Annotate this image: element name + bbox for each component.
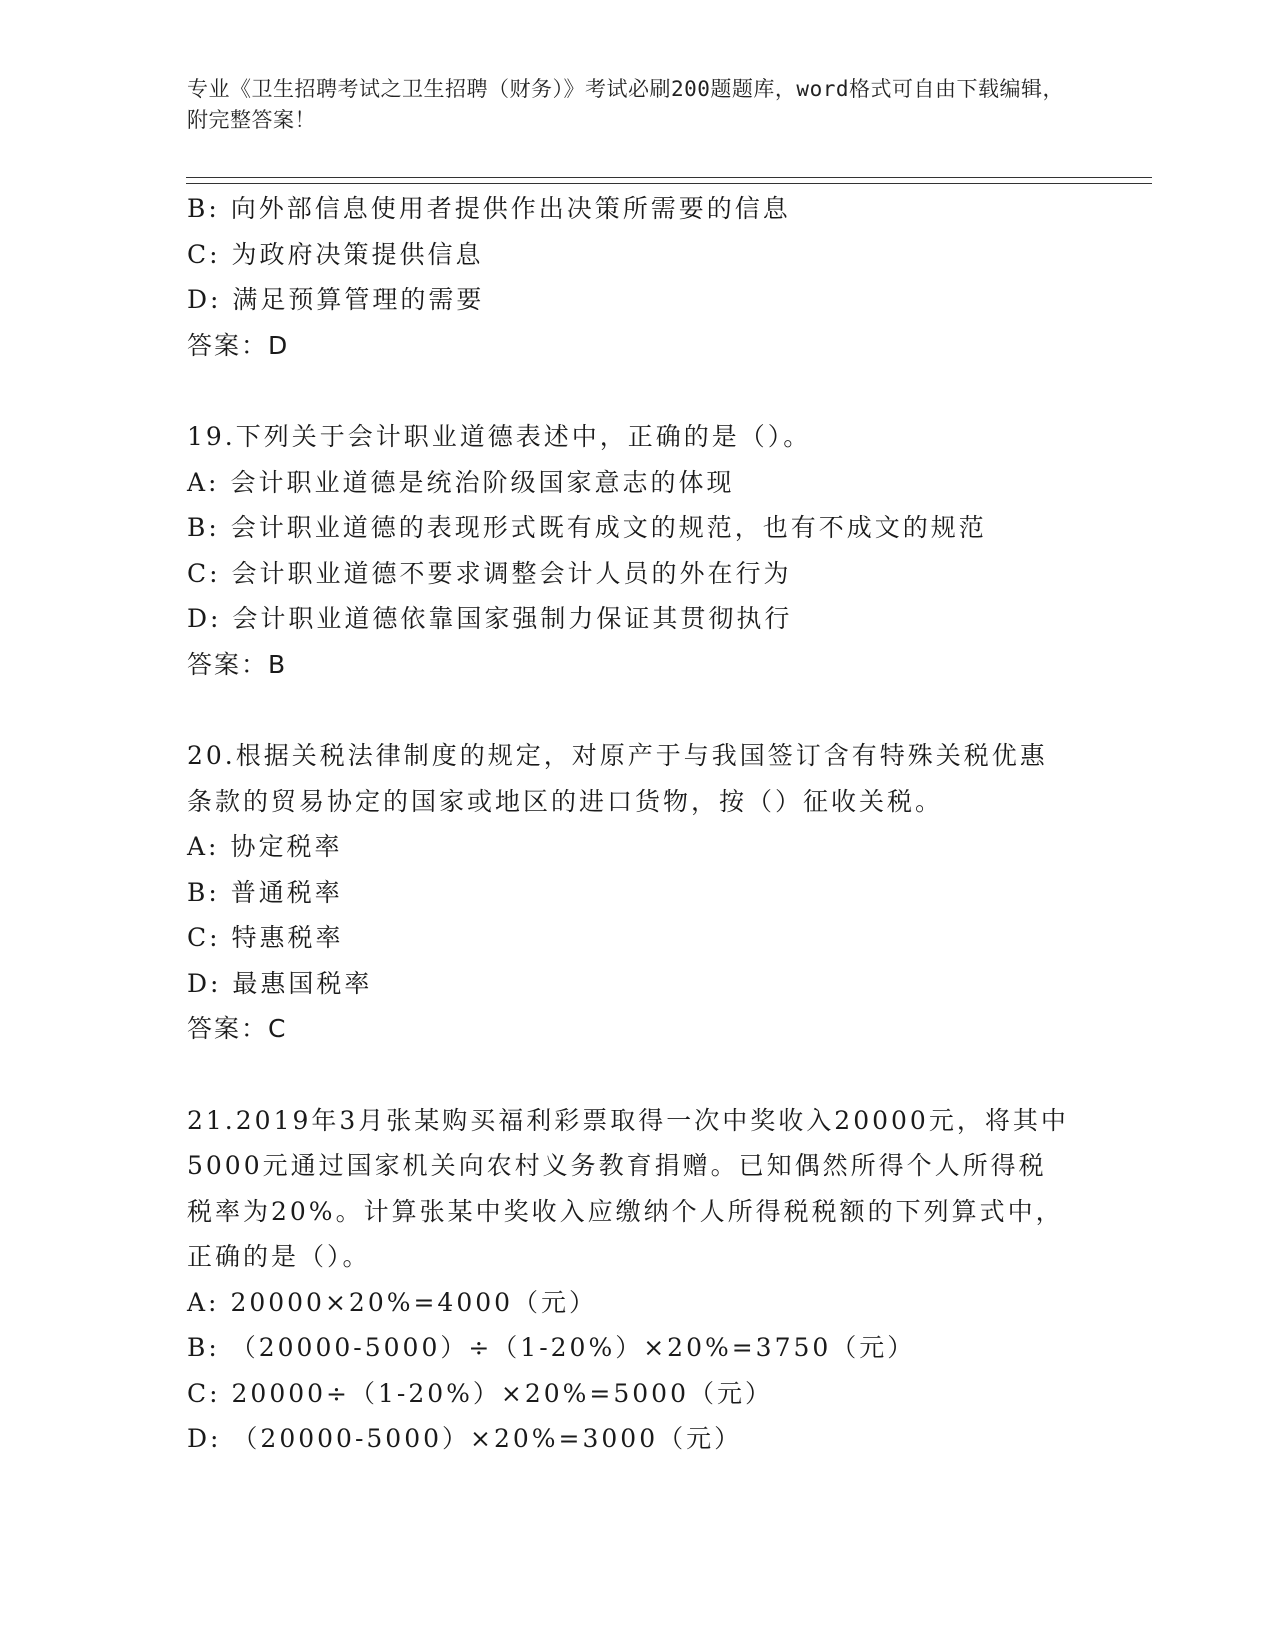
question-stem-line: 21.2019年3月张某购买福利彩票取得一次中奖收入20000元，将其中 xyxy=(187,1105,1069,1135)
option-text: 会计职业道德的表现形式既有成文的规范，也有不成文的规范 xyxy=(230,513,987,542)
option-text: 满足预算管理的需要 xyxy=(232,285,485,314)
option-c xyxy=(187,915,1087,961)
option-letter: B: xyxy=(187,1333,220,1362)
questions-content xyxy=(187,186,1087,1462)
option-text: （20000-5000）÷（1-20%）×20%=3750（元） xyxy=(230,1333,916,1362)
answer-line: 答案：B xyxy=(187,649,288,679)
option-letter: C: xyxy=(187,1378,221,1408)
option-text: 20000×20%=4000（元） xyxy=(230,1287,598,1317)
option-text: 会计职业道德不要求调整会计人员的外在行为 xyxy=(231,558,792,588)
option-b xyxy=(187,870,1087,916)
spacer xyxy=(187,687,1087,733)
option-d xyxy=(187,961,1087,1007)
option-b xyxy=(187,1325,1087,1371)
answer-line: 答案：D xyxy=(187,330,290,360)
option-letter: A: xyxy=(187,467,220,497)
option-letter: D: xyxy=(187,1424,222,1453)
option-letter: D: xyxy=(187,604,222,633)
question-stem-line: 5000元通过国家机关向农村义务教育捐赠。已知偶然所得个人所得税 xyxy=(187,1151,1047,1180)
option-c xyxy=(187,551,1087,597)
option-b xyxy=(187,186,1087,232)
header-rule-bottom xyxy=(186,183,1152,184)
spacer xyxy=(187,368,1087,414)
question-stem-line: 条款的贸易协定的国家或地区的进口货物，按（）征收关税。 xyxy=(187,786,944,816)
option-text: 会计职业道德依靠国家强制力保证其贯彻执行 xyxy=(232,604,793,633)
option-letter: D: xyxy=(187,968,222,998)
spacer xyxy=(187,1052,1087,1098)
option-letter: A: xyxy=(187,832,220,861)
answer-line: 答案：C xyxy=(187,1014,288,1043)
option-letter: A: xyxy=(187,1287,220,1317)
document-header: 专业《卫生招聘考试之卫生招聘（财务）》考试必刷200题题库，word格式可自由下载编辑，附完整答案！ xyxy=(187,77,1064,132)
option-letter: B: xyxy=(187,877,220,907)
option-text: 特惠税率 xyxy=(231,923,344,952)
option-a xyxy=(187,1280,1087,1326)
option-text: 普通税率 xyxy=(230,877,343,907)
option-c xyxy=(187,1371,1087,1417)
option-a xyxy=(187,460,1087,506)
option-letter: D: xyxy=(187,285,222,314)
option-text: 最惠国税率 xyxy=(232,968,373,998)
header-rule-top xyxy=(186,177,1152,178)
option-letter: C: xyxy=(187,558,221,588)
question-19 xyxy=(187,414,1087,687)
question-stem-line: 正确的是（）。 xyxy=(187,1242,371,1271)
option-letter: B: xyxy=(187,513,220,542)
option-letter: C: xyxy=(187,923,221,952)
option-c xyxy=(187,232,1087,278)
option-text: 会计职业道德是统治阶级国家意志的体现 xyxy=(230,467,735,497)
option-text: 协定税率 xyxy=(230,832,343,861)
question-stem-line: 20.根据关税法律制度的规定，对原产于与我国签订含有特殊关税优惠 xyxy=(187,741,1048,770)
question-21 xyxy=(187,1098,1087,1462)
question-18 xyxy=(187,186,1087,368)
option-text: （20000-5000）×20%=3000（元） xyxy=(232,1424,743,1453)
question-20 xyxy=(187,733,1087,1052)
option-text: 向外部信息使用者提供作出决策所需要的信息 xyxy=(230,194,791,223)
question-stem: 19.下列关于会计职业道德表述中，正确的是（）。 xyxy=(187,422,812,451)
option-letter: B: xyxy=(187,194,220,223)
option-text: 为政府决策提供信息 xyxy=(231,239,484,269)
option-a xyxy=(187,824,1087,870)
option-letter: C: xyxy=(187,239,221,269)
option-d xyxy=(187,596,1087,642)
option-d xyxy=(187,277,1087,323)
option-text: 20000÷（1-20%）×20%=5000（元） xyxy=(231,1378,773,1408)
option-b xyxy=(187,505,1087,551)
option-d xyxy=(187,1416,1087,1462)
question-stem-line: 税率为20%。计算张某中奖收入应缴纳个人所得税税额的下列算式中， xyxy=(187,1196,1064,1226)
